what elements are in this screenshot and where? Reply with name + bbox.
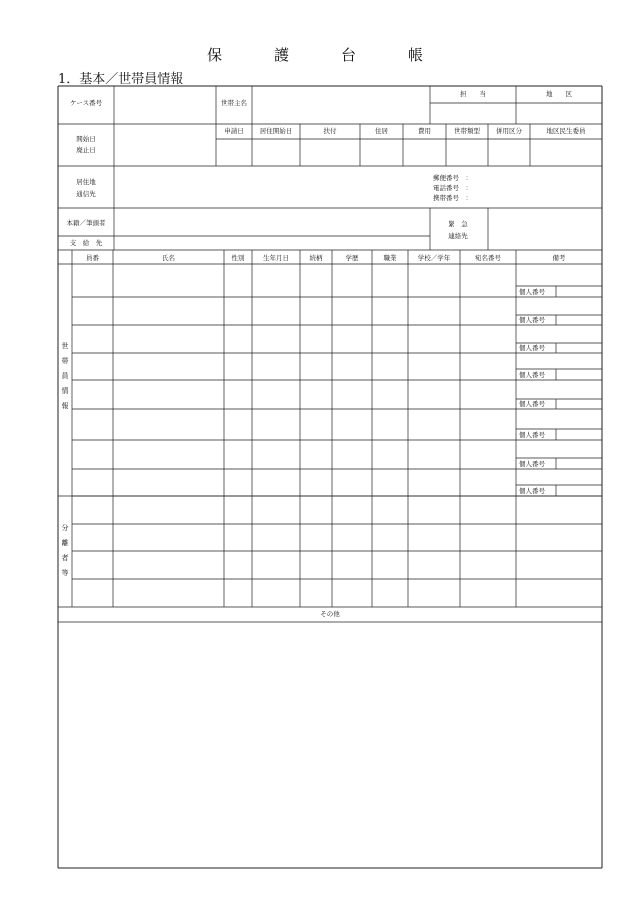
col-header: 宛名番号 xyxy=(475,254,501,262)
label-other: その他 xyxy=(320,610,340,618)
label-start-date: 開始日 xyxy=(76,135,96,143)
col-header: 備考 xyxy=(552,254,566,262)
col-header: 学校／学年 xyxy=(417,254,451,262)
side-label-separated: 分 離 者 等 xyxy=(61,524,69,577)
col-header: 性別 xyxy=(231,254,245,262)
label-address: 居住地 xyxy=(76,178,96,186)
label-welfare-commissioner: 地区民生委員 xyxy=(546,127,586,135)
label-emergency-contact: 連絡先 xyxy=(448,232,468,240)
side-label-members: 世 帯 員 情 報 xyxy=(61,342,69,410)
col-header: 続柄 xyxy=(309,254,323,262)
other-notes-area[interactable] xyxy=(58,622,602,868)
address-field[interactable] xyxy=(114,166,430,208)
label-emergency: 緊 急 xyxy=(448,220,468,228)
label-phone: 電話番号 ： xyxy=(433,184,472,192)
col-header: 学歴 xyxy=(345,254,359,262)
label-case-number: ケース番号 xyxy=(69,99,103,107)
personal-number-label: 個人番号 xyxy=(519,460,545,468)
label-residence-start: 居住開始日 xyxy=(259,127,293,135)
label-shikyusaki: 支 給 先 xyxy=(69,239,103,247)
personal-number-label: 個人番号 xyxy=(519,400,545,408)
title-char: 台 xyxy=(341,46,357,64)
case-number-field[interactable] xyxy=(114,86,216,124)
col-header: 員番 xyxy=(86,254,99,262)
section-heading: 1．基本／世帯員情報 xyxy=(58,72,184,87)
label-contact: 通信先 xyxy=(76,190,96,198)
label-mobile: 携帯番号 ： xyxy=(433,194,472,202)
title-char: 護 xyxy=(273,46,289,64)
label-tantou: 担 当 xyxy=(460,90,486,98)
label-cost: 費用 xyxy=(418,127,431,135)
label-honseki: 本籍／筆頭者 xyxy=(66,219,106,227)
label-postal: 郵便番号 ： xyxy=(433,174,472,182)
label-householder: 世帯主名 xyxy=(221,99,247,107)
personal-number-label: 個人番号 xyxy=(519,344,545,352)
personal-number-label: 個人番号 xyxy=(519,487,545,495)
label-housing: 住居 xyxy=(375,127,388,135)
title-char: 保 xyxy=(206,46,222,64)
honseki-field[interactable] xyxy=(114,208,430,236)
label-chiku: 地 区 xyxy=(546,90,572,98)
col-header: 生年月日 xyxy=(263,254,289,262)
label-concurrent: 併用区分 xyxy=(496,127,522,135)
personal-number-label: 個人番号 xyxy=(519,371,545,379)
label-end-date: 廃止日 xyxy=(76,146,96,154)
personal-number-label: 個人番号 xyxy=(519,316,545,324)
personal-number-label: 個人番号 xyxy=(519,288,545,296)
householder-field[interactable] xyxy=(252,86,430,124)
label-apply-date: 申請日 xyxy=(224,127,244,135)
col-header: 職業 xyxy=(383,254,397,262)
col-header: 氏名 xyxy=(162,254,175,262)
personal-number-label: 個人番号 xyxy=(519,431,545,439)
label-benefit: 扶付 xyxy=(323,127,337,135)
title-char: 帳 xyxy=(408,46,424,64)
label-household-type: 世帯類型 xyxy=(454,127,480,135)
